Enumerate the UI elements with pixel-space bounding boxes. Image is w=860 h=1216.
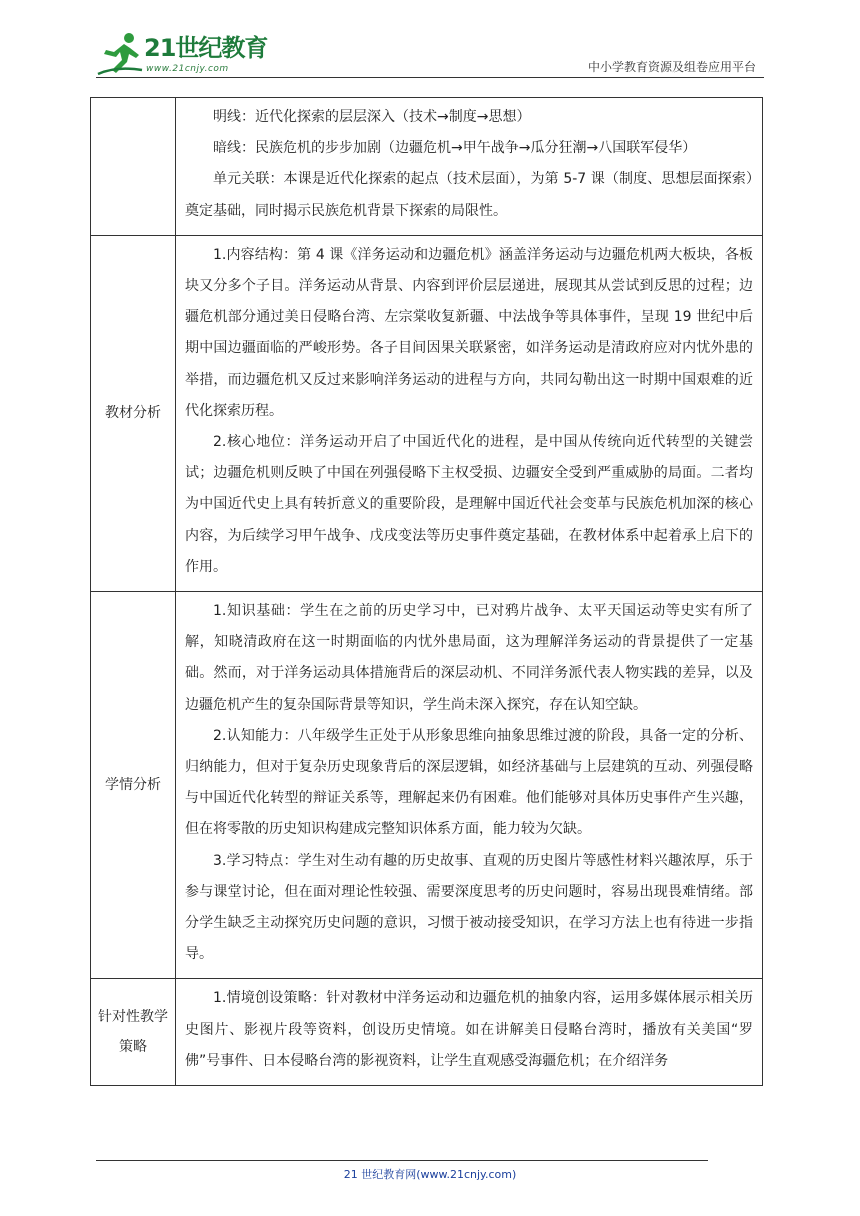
- paragraph: 暗线：民族危机的步步加剧（边疆危机→甲午战争→瓜分狂潮→八国联军侵华）: [213, 140, 697, 157]
- page-header: [0, 0, 860, 80]
- footer-link[interactable]: 21 世纪教育网(www.21cnjy.com): [343, 1168, 517, 1181]
- logo-url: www.21cnjy.com: [146, 64, 229, 74]
- row-content-cell: [176, 235, 763, 591]
- site-logo[interactable]: [96, 30, 286, 80]
- row-label: 针对性教学策略: [98, 1009, 168, 1056]
- paragraph: 3.学习特点：学生对生动有趣的历史故事、直观的历史图片等感性材料兴趣浓厚，乐于参与课堂讨论，但在面对理论性较强、需要深度思考的历史问题时，容易出现畏难情绪。部分学生缺乏主动探究历史问题的意识，习惯于被动接受知识，在学习方法上也有待进一步指导。: [185, 852, 753, 963]
- paragraph: 单元关联：本课是近代化探索的起点（技术层面），为第 5-7 课（制度、思想层面探索）奠定基础，同时揭示民族危机背景下探索的局限性。: [185, 171, 753, 219]
- row-label-cell: [91, 235, 176, 591]
- row-label: 学情分析: [105, 777, 161, 794]
- table-row: [91, 98, 763, 236]
- table-row: [91, 235, 763, 591]
- platform-name: 中小学教育资源及组卷应用平台: [587, 60, 756, 74]
- paragraph: 1.知识基础：学生在之前的历史学习中，已对鸦片战争、太平天国运动等史实有所了解，知晓清政府在这一时期面临的内忧外患局面，这为理解洋务运动的背景提供了一定基础。然而，对于洋务运动具体措施背后的深层动机、不同洋务派代表人物实践的差异，以及边疆危机产生的复杂国际背景等知识，学生尚未深入探究，存在认知空缺。: [185, 603, 753, 713]
- row-label-cell: [91, 592, 176, 979]
- logo-text: 21世纪教育: [144, 34, 268, 62]
- footer-divider: [96, 1160, 708, 1161]
- paragraph: 1.情境创设策略：针对教材中洋务运动和边疆危机的抽象内容，运用多媒体展示相关历史图片、影视片段等资料，创设历史情境。如在讲解美日侵略台湾时，播放有关美国“罗佛”号事件、日本侵略台湾的影视资料，让学生直观感受海疆危机；在介绍洋务: [185, 990, 753, 1069]
- table-row: [91, 592, 763, 979]
- row-label-cell: [91, 979, 176, 1086]
- paragraph: 明线：近代化探索的层层深入（技术→制度→思想）: [213, 109, 531, 125]
- lesson-plan-table: [90, 97, 763, 1086]
- header-divider: [96, 77, 764, 78]
- row-content-cell: [176, 592, 763, 979]
- row-label: 教材分析: [105, 405, 161, 422]
- table-row: [91, 979, 763, 1086]
- row-content-cell: [176, 98, 763, 236]
- paragraph: 2.核心地位：洋务运动开启了中国近代化的进程，是中国从传统向近代转型的关键尝试；边疆危机则反映了中国在列强侵略下主权受损、边疆安全受到严重威胁的局面。二者均为中国近代史上具有转折意义的重要阶段，是理解中国近代社会变革与民族危机加深的核心内容，为后续学习甲午战争、戊戌变法等历史事件奠定基础，在教材体系中起着承上启下的作用。: [185, 434, 753, 575]
- runner-logo-icon: [96, 30, 146, 78]
- paragraph: 1.内容结构：第 4 课《洋务运动和边疆危机》涵盖洋务运动与边疆危机两大板块，各板块又分多个子目。洋务运动从背景、内容到评价层层递进，展现其从尝试到反思的过程；边疆危机部分通过美日侵略台湾、左宗棠收复新疆、中法战争等具体事件，呈现 19 世纪中后期中国边疆面临的严峻形势。各子目间因果关联紧密，如洋务运动是清政府应对内忧外患的举措，而边疆危机又反过来影响洋务运动的进程与方向，共同勾勒出这一时期中国艰难的近代化探索历程。: [185, 246, 753, 419]
- paragraph: 2.认知能力：八年级学生正处于从形象思维向抽象思维过渡的阶段，具备一定的分析、归纳能力，但对于复杂历史现象背后的深层逻辑，如经济基础与上层建筑的互动、列强侵略与中国近代化转型的辩证关系等，理解起来仍有困难。他们能够对具体历史事件产生兴趣，但在将零散的历史知识构建成完整知识体系方面，能力较为欠缺。: [185, 727, 753, 838]
- row-label-cell: [91, 98, 176, 236]
- row-content-cell: [176, 979, 763, 1086]
